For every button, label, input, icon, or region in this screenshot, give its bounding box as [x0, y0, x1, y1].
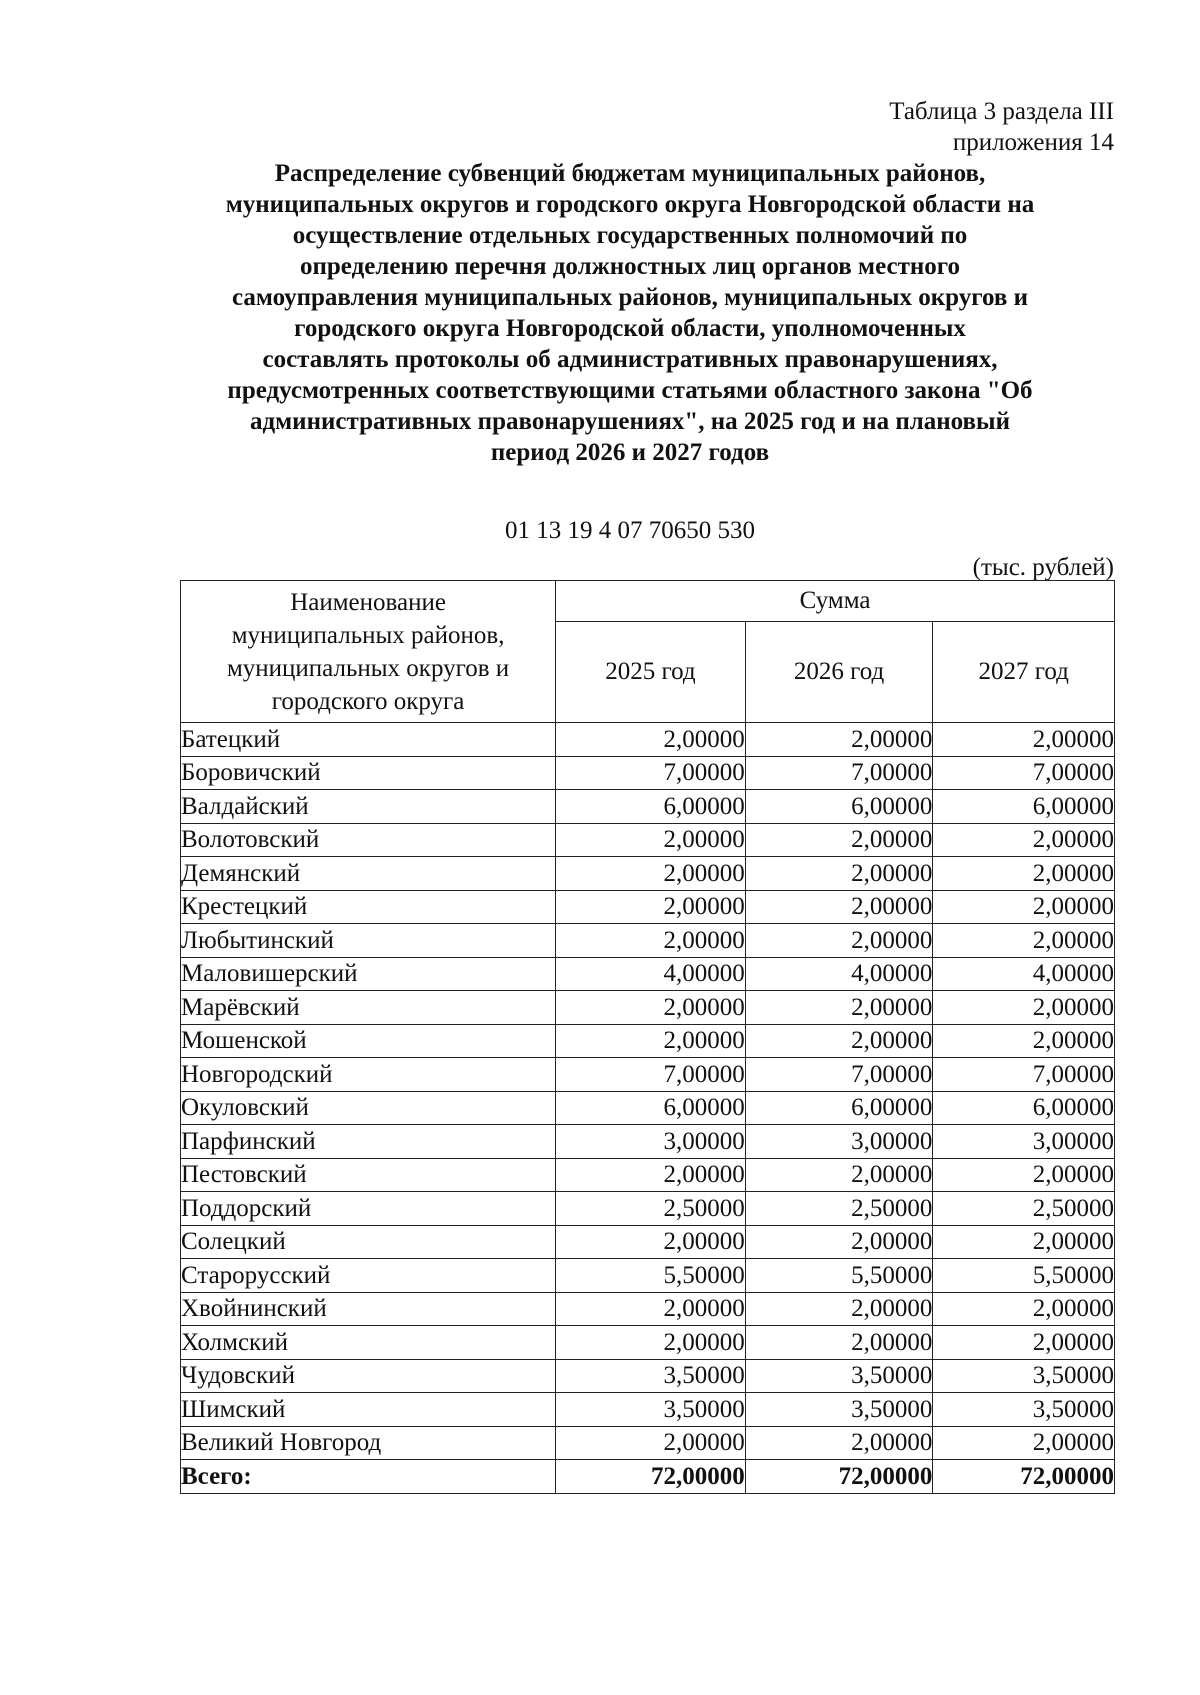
municipality-name: Мошенской [181, 1024, 556, 1058]
table-row [181, 1393, 1115, 1427]
title-line: административных правонарушениях", на 2025 год и на плановый [250, 408, 1010, 435]
table-row [181, 991, 1115, 1025]
amount-cell: 3,00000 [556, 1125, 746, 1159]
table-row [181, 1192, 1115, 1226]
title-line: осуществление отдельных государственных полномочий по [292, 222, 968, 249]
amount-cell: 2,00000 [933, 924, 1115, 958]
amount-cell: 6,00000 [556, 790, 746, 824]
amount-cell: 2,00000 [933, 823, 1115, 857]
amount-cell: 2,00000 [556, 991, 746, 1025]
table-row [181, 957, 1115, 991]
amount-cell: 2,00000 [556, 1426, 746, 1460]
amount-cell: 3,50000 [745, 1393, 933, 1427]
table-row [181, 1326, 1115, 1360]
amount-cell: 2,00000 [745, 890, 933, 924]
municipality-name: Крестецкий [181, 890, 556, 924]
amount-cell: 3,50000 [933, 1393, 1115, 1427]
budget-classification-code: 01 13 19 4 07 70650 530 [505, 517, 755, 544]
subvention-table [180, 580, 1115, 1494]
amount-cell: 6,00000 [745, 1091, 933, 1125]
table-row [181, 1091, 1115, 1125]
amount-cell: 7,00000 [745, 1058, 933, 1092]
document-title [150, 158, 1110, 468]
amount-cell: 7,00000 [933, 756, 1115, 790]
amount-cell: 2,00000 [933, 723, 1115, 757]
table-row [181, 790, 1115, 824]
amount-cell: 72,00000 [745, 1460, 933, 1494]
header-year-2026: 2026 год [745, 622, 933, 723]
amount-cell: 2,00000 [556, 857, 746, 891]
amount-cell: 2,00000 [556, 823, 746, 857]
municipality-name: Батецкий [181, 723, 556, 757]
amount-cell: 4,00000 [745, 957, 933, 991]
municipality-name: Хвойнинский [181, 1292, 556, 1326]
amount-cell: 2,00000 [745, 1326, 933, 1360]
amount-cell: 3,00000 [933, 1125, 1115, 1159]
amount-cell: 2,00000 [556, 1024, 746, 1058]
municipality-name: Шимский [181, 1393, 556, 1427]
table-row [181, 924, 1115, 958]
municipality-name: Чудовский [181, 1359, 556, 1393]
amount-cell: 6,00000 [556, 1091, 746, 1125]
amount-cell: 2,00000 [933, 1326, 1115, 1360]
amount-cell: 2,50000 [745, 1192, 933, 1226]
title-line: предусмотренных соответствующими статьями областного закона "Об [227, 377, 1033, 404]
amount-cell: 3,50000 [556, 1393, 746, 1427]
table-reference: Таблица 3 раздела III [889, 98, 1114, 125]
header-municipality-line: городского округа [271, 687, 465, 715]
appendix-reference: приложения 14 [952, 129, 1114, 156]
amount-cell: 2,00000 [556, 890, 746, 924]
municipality-name: Валдайский [181, 790, 556, 824]
municipality-name: Старорусский [181, 1259, 556, 1293]
amount-cell: 2,00000 [745, 1292, 933, 1326]
amount-cell: 2,00000 [933, 1426, 1115, 1460]
table-row [181, 1259, 1115, 1293]
amount-cell: 6,00000 [933, 1091, 1115, 1125]
amount-cell: 2,00000 [556, 723, 746, 757]
amount-cell: 4,00000 [933, 957, 1115, 991]
amount-cell: 2,00000 [933, 1158, 1115, 1192]
amount-cell: 6,00000 [933, 790, 1115, 824]
title-line: определению перечня должностных лиц органов местного [300, 253, 960, 280]
municipality-name: Марёвский [181, 991, 556, 1025]
amount-cell: 2,00000 [933, 1292, 1115, 1326]
header-municipality-line: Наименование [290, 588, 446, 616]
total-row [181, 1460, 1115, 1494]
amount-cell: 3,50000 [933, 1359, 1115, 1393]
title-line: самоуправления муниципальных районов, муниципальных округов и [231, 284, 1029, 311]
amount-cell: 2,00000 [556, 924, 746, 958]
amount-cell: 2,00000 [556, 1292, 746, 1326]
amount-cell: 2,00000 [556, 1225, 746, 1259]
amount-cell: 6,00000 [745, 790, 933, 824]
amount-cell: 2,00000 [933, 991, 1115, 1025]
table-row [181, 1024, 1115, 1058]
amount-cell: 72,00000 [933, 1460, 1115, 1494]
amount-cell: 5,50000 [933, 1259, 1115, 1293]
units-label: (тыс. рублей) [972, 554, 1114, 581]
header-year-2027: 2027 год [933, 622, 1115, 723]
amount-cell: 5,50000 [745, 1259, 933, 1293]
amount-cell: 4,00000 [556, 957, 746, 991]
table-row [181, 1225, 1115, 1259]
municipality-name: Холмский [181, 1326, 556, 1360]
amount-cell: 2,00000 [933, 890, 1115, 924]
amount-cell: 7,00000 [556, 756, 746, 790]
amount-cell: 2,00000 [933, 1225, 1115, 1259]
municipality-name: Демянский [181, 857, 556, 891]
header-sum: Сумма [556, 581, 1115, 622]
amount-cell: 2,00000 [745, 1158, 933, 1192]
title-line: муниципальных округов и городского округа Новгородской области на [225, 191, 1035, 218]
amount-cell: 3,50000 [745, 1359, 933, 1393]
amount-cell: 5,50000 [556, 1259, 746, 1293]
amount-cell: 2,00000 [745, 1426, 933, 1460]
municipality-name: Любытинский [181, 924, 556, 958]
amount-cell: 2,50000 [556, 1192, 746, 1226]
amount-cell: 72,00000 [556, 1460, 746, 1494]
municipality-name: Волотовский [181, 823, 556, 857]
title-line: составлять протоколы об административных правонарушениях, [262, 346, 998, 373]
municipality-name: Солецкий [181, 1225, 556, 1259]
table-row [181, 1125, 1115, 1159]
amount-cell: 2,00000 [745, 1225, 933, 1259]
amount-cell: 2,00000 [745, 1024, 933, 1058]
header-year-2025: 2025 год [556, 622, 746, 723]
municipality-name: Пестовский [181, 1158, 556, 1192]
table-row [181, 723, 1115, 757]
total-label: Всего: [181, 1460, 556, 1494]
table-row [181, 890, 1115, 924]
municipality-name: Поддорский [181, 1192, 556, 1226]
header-municipality-line: муниципальных округов и [226, 654, 510, 682]
table-row [181, 823, 1115, 857]
amount-cell: 2,00000 [745, 723, 933, 757]
amount-cell: 7,00000 [745, 756, 933, 790]
amount-cell: 2,00000 [745, 924, 933, 958]
header-municipality-line: муниципальных районов, [231, 621, 505, 649]
municipality-name: Новгородский [181, 1058, 556, 1092]
municipality-name: Окуловский [181, 1091, 556, 1125]
amount-cell: 7,00000 [933, 1058, 1115, 1092]
municipality-name: Великий Новгород [181, 1426, 556, 1460]
amount-cell: 2,00000 [745, 857, 933, 891]
amount-cell: 2,00000 [745, 991, 933, 1025]
amount-cell: 2,00000 [556, 1158, 746, 1192]
table-row [181, 1426, 1115, 1460]
municipality-name: Боровичский [181, 756, 556, 790]
municipality-name: Парфинский [181, 1125, 556, 1159]
amount-cell: 2,00000 [556, 1326, 746, 1360]
table-row [181, 756, 1115, 790]
table-row [181, 1359, 1115, 1393]
table-row [181, 857, 1115, 891]
table-row [181, 1158, 1115, 1192]
title-line: городского округа Новгородской области, уполномоченных [294, 315, 966, 342]
amount-cell: 7,00000 [556, 1058, 746, 1092]
amount-cell: 3,00000 [745, 1125, 933, 1159]
amount-cell: 2,00000 [933, 857, 1115, 891]
municipality-name: Маловишерский [181, 957, 556, 991]
amount-cell: 2,00000 [745, 823, 933, 857]
amount-cell: 2,50000 [933, 1192, 1115, 1226]
header-municipality [181, 581, 556, 723]
table-row [181, 1292, 1115, 1326]
table-row [181, 1058, 1115, 1092]
table-body [181, 723, 1115, 1494]
amount-cell: 3,50000 [556, 1359, 746, 1393]
amount-cell: 2,00000 [933, 1024, 1115, 1058]
title-line: Распределение субвенций бюджетам муниципальных районов, [274, 160, 986, 187]
title-line: период 2026 и 2027 годов [490, 439, 770, 466]
